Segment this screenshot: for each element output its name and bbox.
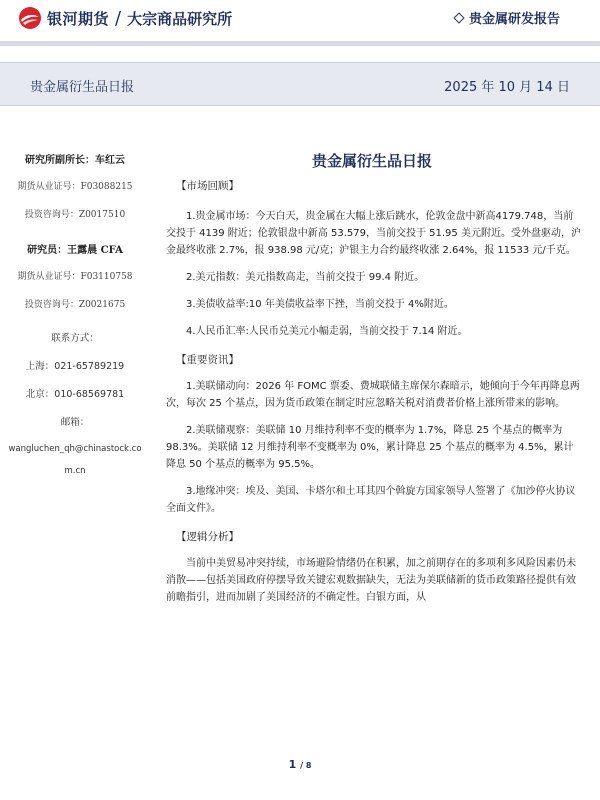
brand-name: 银河期货 — [47, 9, 110, 28]
author-sidebar — [0, 150, 150, 478]
paragraph-fed-watch: 2.美联储观察：美联储 10 月维持利率不变的概率为 1.7%，降息 25 个基点的概率为 98.3%。美联储 12 月维持利率不变概率为 0%，累计降息 25 个基点的概率为 4.5%，累计降息 50 个基点的概率为 95.5%。 — [166, 425, 574, 470]
section-market-review: 【市场回顾】 — [176, 180, 239, 192]
analyst-advisor-id: 投资咨询号：Z0021675 — [24, 300, 126, 310]
total-pages: / 8 — [300, 761, 312, 770]
brand-separator: / — [115, 7, 122, 29]
brand-logo — [18, 6, 232, 30]
paragraph-rmb-rate: 4.人民币汇率:人民币兑美元小幅走弱，当前交投于 7.14 附近。 — [186, 326, 468, 337]
email-address-line1[interactable]: wangluchen_qh@chinastock.co — [8, 444, 142, 454]
email-label: 邮箱： — [60, 417, 90, 428]
paragraph-fed-moves: 1.美联储动向：2026 年 FOMC 票委、费城联储主席保尔森暗示，她倾向于今年再降息两次，每次 25 个基点，因为货币政策在制定时应忽略关税对消费者价格上涨所带来的影响。 — [166, 381, 580, 409]
beijing-phone: 北京：010-68569781 — [25, 389, 125, 400]
section-logic-analysis: 【逻辑分析】 — [176, 531, 239, 543]
brand-division: 大宗商品研究所 — [127, 9, 233, 28]
report-date: 2025 年 10 月 14 日 — [444, 80, 570, 95]
paragraph-geopolitics: 3.地缘冲突：埃及、美国、卡塔尔和土耳其四个斡旋方国家领导人签署了《加沙停火协议全面文件》。 — [166, 486, 576, 514]
shanghai-phone: 上海：021-65789219 — [25, 361, 125, 372]
paragraph-precious-metals: 1.贵金属市场：今天白天，贵金属在大幅上涨后跳水，伦敦金盘中新高4179.748，当前交投于 4139 附近；伦敦银盘中新高 53.579，当前交投于 51.95 美元附近。受外盘驱动，沪金最终收涨 2.7%，报 938.98 元/克；沪银主力合约最终收涨 2.64%，报 11533 元/千克。 — [166, 211, 581, 256]
report-body — [162, 150, 582, 606]
director-name: 研究所副所长：车红云 — [25, 155, 125, 166]
report-type — [455, 8, 560, 27]
page-number — [0, 758, 600, 771]
paragraph-treasury-yield: 3.美债收益率:10 年美债收益率下挫，当前交投于 4%附近。 — [186, 299, 454, 310]
section-key-news: 【重要资讯】 — [176, 354, 239, 366]
director-license: 期货从业证号：F03088215 — [17, 182, 133, 192]
report-type-label: 贵金属研发报告 — [468, 12, 560, 27]
paragraph-analysis: 当前中美贸易冲突持续，市场避险情绪仍在积累，加之前期存在的多项利多风险因素仍未消散——包括美国政府停摆导致关键宏观数据缺失，无法为美联储新的货币政策路径提供有效前瞻指引，进而加剧了美国经济的不确定性。白银方面，从 — [166, 558, 576, 603]
diamond-icon — [453, 12, 464, 23]
email-address-line2[interactable]: m.cn — [64, 466, 86, 476]
contact-label: 联系方式： — [51, 333, 99, 344]
galaxy-logo-icon — [18, 6, 42, 30]
director-advisor-id: 投资咨询号：Z0017510 — [24, 210, 126, 220]
report-header — [0, 0, 600, 46]
analyst-name: 研究员：王露晨 CFA — [27, 245, 123, 256]
current-page: 1 — [288, 758, 297, 771]
header-rule — [0, 41, 600, 46]
paragraph-dollar-index: 2.美元指数：美元指数高走，当前交投于 99.4 附近。 — [186, 272, 425, 283]
report-name: 贵金属衍生品日报 — [30, 80, 135, 95]
analyst-license: 期货从业证号：F03110758 — [17, 272, 133, 282]
body-title: 贵金属衍生品日报 — [311, 152, 432, 170]
title-band — [0, 62, 600, 106]
